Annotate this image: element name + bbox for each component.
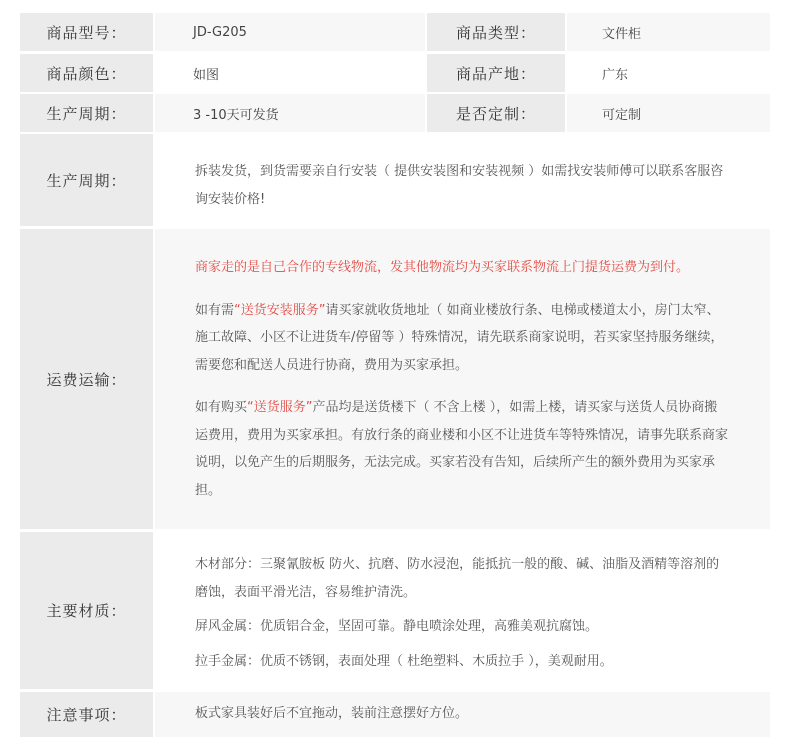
- material-screen: 屏风金属：优质铝合金，坚固可靠。静电喷涂处理，高雅美观抗腐蚀。: [195, 619, 599, 634]
- value-color: 如图: [155, 54, 425, 92]
- label-model: 商品型号：: [20, 13, 153, 51]
- label-color: 商品颜色：: [20, 54, 153, 92]
- shipping-install-paragraph: [195, 297, 730, 380]
- shipping-delivery-paragraph: [195, 394, 730, 504]
- install-post: 请买家就收货地址（ 如商业楼放行条、电梯或楼道太小，房门太窄、施工故障、小区不让进货车/停留等 ）特殊情况，请先联系商家说明，若买家坚持服务继续，需要您和配送人员进行协商，费用为买家承担。: [195, 302, 724, 373]
- install-service-highlight: “送货安装服务”: [234, 302, 326, 318]
- value-model: JD-G205: [155, 13, 425, 51]
- shipping-content: [155, 229, 770, 529]
- notes-text: 板式家具装好后不宜拖动，装前注意摆好方位。: [195, 706, 469, 721]
- label-origin: 商品产地：: [427, 54, 565, 92]
- notes-content: [155, 692, 770, 737]
- label-cycle: 生产周期：: [20, 94, 153, 132]
- label-type: 商品类型：: [427, 13, 565, 51]
- period-text: 拆装发货，到货需要亲自行安装（ 提供安装图和安装视频 ）如需找安装师傅可以联系客服咨询安装价格!: [195, 164, 724, 207]
- period-content: [155, 134, 770, 226]
- shipping-notice: 商家走的是自己合作的专线物流，发其他物流均为买家联系物流上门提货运费为到付。: [195, 260, 690, 275]
- label-shipping: 运费运输：: [20, 229, 153, 529]
- material-wood: 木材部分：三聚氰胺板 防火、抗磨、防水浸泡，能抵抗一般的酸、碱、油脂及酒精等溶剂的磨蚀，表面平滑光洁，容易维护清洗。: [195, 557, 720, 600]
- material-handle: 拉手金属：优质不锈钢，表面处理（ 杜绝塑料、木质拉手 ），美观耐用。: [195, 653, 613, 669]
- label-period: 生产周期：: [20, 134, 153, 226]
- delivery-pre: 如有购买: [195, 400, 248, 415]
- value-type: 文件柜: [567, 13, 770, 51]
- label-notes: 注意事项：: [20, 692, 153, 737]
- value-origin: 广东: [567, 54, 770, 92]
- value-custom: 可定制: [567, 94, 770, 132]
- materials-content: [155, 532, 770, 689]
- delivery-service-highlight: “送货服务”: [247, 400, 313, 415]
- value-cycle: 3 -10天可发货: [155, 94, 425, 132]
- label-materials: 主要材质：: [20, 532, 153, 689]
- install-pre: 如有需: [195, 302, 235, 318]
- label-custom: 是否定制：: [427, 94, 565, 132]
- delivery-post: 产品均是送货楼下（ 不含上楼 ），如需上楼，请买家与送货人员协商搬运费用，费用为买家承担。有放行条的商业楼和小区不让进货车等特殊情况，请事先联系商家说明，以免产生的后期服务，无法完成。买家若没有告知，后续所产生的额外费用为买家承担。: [195, 400, 729, 498]
